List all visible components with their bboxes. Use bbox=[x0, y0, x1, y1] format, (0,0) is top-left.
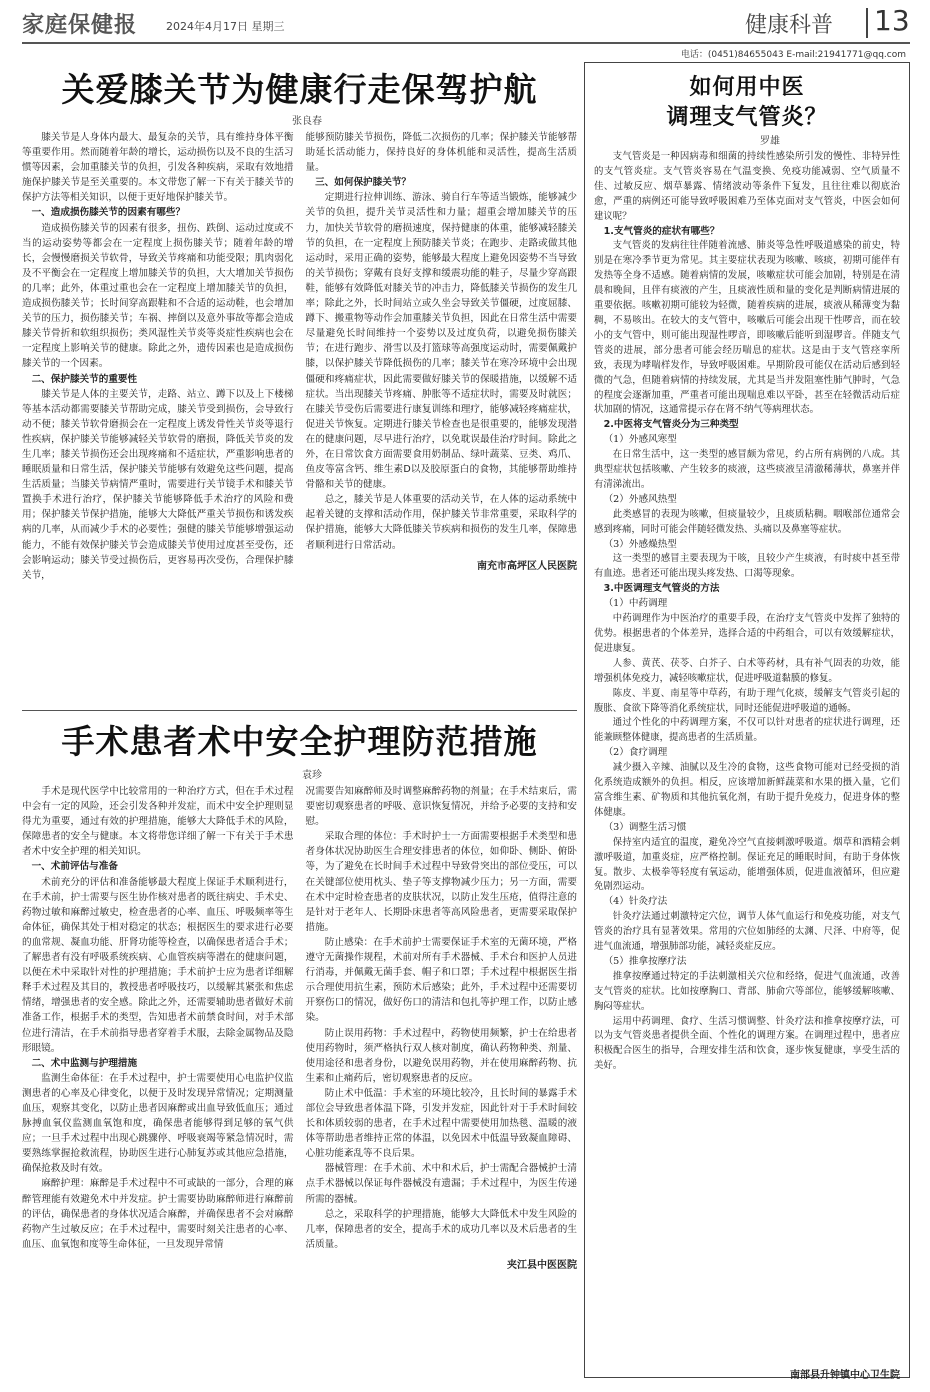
paragraph: 保持室内适宜的温度，避免冷空气直接刺激呼吸道。烟草和酒精会刺激呼吸道，加重炎症，应严格控制。保证充足的睡眠时间，有助于身体恢复。散步、太极拳等轻度有氧运动，能增强体质，促进血液循环，但应避免剧烈运动。 bbox=[594, 836, 900, 893]
article-column-1 bbox=[22, 130, 294, 690]
article-author: 罗雄 bbox=[760, 136, 780, 147]
paragraph: 通过个性化的中药调理方案，不仅可以针对患者的症状进行调理，还能兼顾整体健康，提高患者的生活质量。 bbox=[594, 717, 900, 744]
section-heading: 一、术前评估与准备 bbox=[31, 861, 118, 873]
article-title-line-1: 如何用中医 bbox=[689, 74, 805, 100]
paragraph: 况需要告知麻醉师及时调整麻醉药物的剂量；在手术结束后，需要密切观察患者的呼吸、意识恢复情况，并给予必要的支持和安慰。 bbox=[305, 786, 577, 828]
article-author: 张良春 bbox=[292, 116, 322, 127]
paragraph: 能够预防膝关节损伤，降低二次损伤的几率；保护膝关节能够帮助延长活动能力，保持良好的身体机能和灵活性，提高生活质量。 bbox=[305, 132, 577, 174]
header-rule bbox=[22, 42, 910, 44]
section-heading: 2.中医将支气管炎分为三种类型 bbox=[603, 419, 739, 431]
article-organization: 夹江县中医医院 bbox=[507, 1259, 577, 1271]
paragraph: 总之，膝关节是人体重要的活动关节，在人体的运动系统中起着关键的支撑和活动作用，保护膝关节非常重要，采取科学的保护措施，能够大大降低膝关节疾病和损伤的发生几率，保障患者顺利进行日常活动。 bbox=[305, 494, 577, 551]
article-knee bbox=[22, 68, 577, 708]
article-bronchitis bbox=[594, 72, 900, 1381]
article-column-2 bbox=[306, 130, 578, 690]
article-title-line-2: 调理支气管炎？ bbox=[666, 104, 828, 130]
article-author: 袁珍 bbox=[302, 770, 322, 781]
paragraph: 中药调理作为中医治疗的重要手段，在治疗支气管炎中发挥了独特的优势。根据患者的个体差异，选择合适的中药组合，可以有效缓解症状，促进康复。 bbox=[594, 613, 900, 654]
paragraph: 陈皮、半夏、南星等中草药，有助于理气化痰，缓解支气管炎引起的腹胀、食欲下降等消化系统症状，同时还能促进呼吸道的通畅。 bbox=[594, 687, 900, 714]
article-organization: 南充市高坪区人民医院 bbox=[477, 560, 577, 572]
subsection-heading: （3）调整生活习惯 bbox=[603, 821, 687, 833]
paragraph: 人参、黄芪、茯苓、白芥子、白术等药材，具有补气固表的功效，能增强机体免疫力，减轻咳嗽症状，促进呼吸道黏膜的修复。 bbox=[594, 657, 900, 684]
article-body bbox=[594, 150, 900, 1360]
paragraph: 减少摄入辛辣、油腻以及生冷的食物，这些食物可能对已经受损的消化系统造成额外的负担。相反，应该增加新鲜蔬菜和水果的摄入量，它们富含维生素、矿物质和其他抗氧化剂，有助于提升免疫力，促进身体的整体健康。 bbox=[594, 762, 900, 818]
paragraph: 运用中药调理、食疗、生活习惯调整、针灸疗法和推拿按摩疗法，可以为支气管炎患者提供全面、个性化的调理方案。在调理过程中，患者应积极配合医生的指导，合理安排生活和饮食，逐步恢复健康，享受生活的美好。 bbox=[594, 1015, 900, 1072]
paragraph: 此类感冒的表现为咳嗽，但痰量较少，且痰质粘稠。咽喉部位通常会感到疼痛，同时可能会伴随轻微发热、头痛以及鼻塞等症状。 bbox=[594, 508, 900, 535]
subsection-heading: （5）推拿按摩疗法 bbox=[603, 955, 687, 967]
article-column-2 bbox=[306, 784, 578, 1369]
paragraph: 麻醉护理：麻醉是手术过程中不可或缺的一部分，合理的麻醉管理能有效避免术中并发症。护士需要协助麻醉师进行麻醉前的评估，确保患者的身体状况适合麻醉，并确保患者不会对麻醉药物产生过敏反应；在手术过程中，需要时刻关注患者的心率、血压、血氧饱和度等生命体征，一旦发现异常情 bbox=[22, 1178, 294, 1250]
paragraph: 术前充分的评估和准备能够最大程度上保证手术顺利进行，在手术前，护士需要与医生协作核对患者的既往病史、手术史、药物过敏和麻醉过敏史，检查患者的心率、血压、呼吸频率等生命体征，确保其处于相对稳定的状态；根据医生的要求进行必要的血常规、凝血功能、肝肾功能等检查，以确保患者适合手术；了解患者有没有呼吸系统疾病、心血管疾病等潜在的健康问题，以便在术中采取针对性的护理措施；手术前护士应为患者详细解释手术过程及其目的，教授患者呼吸技巧，以缓解其紧张和焦虑情绪，增强患者的安全感。除此之外，还需要辅助患者做好术前准备工作，根据手术的类型，告知患者术前禁食时间，对手术部位进行清洁，在手术前指导患者穿着手术服，去除金属物品及隐形眼镜。 bbox=[22, 876, 294, 1054]
section-heading: 二、术中监测与护理措施 bbox=[31, 1057, 138, 1069]
section-heading: 3.中医调理支气管炎的方法 bbox=[603, 583, 720, 595]
subsection-heading: （1）中药调理 bbox=[603, 598, 668, 610]
article-title: 关爱膝关节为健康行走保驾护航 bbox=[61, 70, 538, 109]
page-header bbox=[0, 0, 930, 48]
paragraph: 支气管炎是一种因病毒和细菌的持续性感染所引发的慢性、非特异性的支气管炎症。支气管炎容易在气温变换、免疫功能减弱、空气质量不佳、过敏反应、烟草暴露、情绪波动等条件下复发，且往往难以彻底治愈，严重的病例还可能导致呼吸困难乃至体克面对支气管炎，中医会如何建议呢？ bbox=[594, 151, 900, 222]
paragraph: 这一类型的感冒主要表现为干咳，且较少产生痰液，有时痰中甚至带有血迹。患者还可能出现头疼发热、口渴等现象。 bbox=[594, 553, 900, 580]
subsection-heading: （1）外感风寒型 bbox=[603, 434, 677, 446]
subsection-heading: （3）外感燥热型 bbox=[603, 538, 677, 550]
paragraph: 在日常生活中，这一类型的感冒颇为常见，约占所有病例的八成。其典型症状包括咳嗽、产生较多的痰液，这些痰液呈清澈稀薄状，鼻塞并伴有清涕流出。 bbox=[594, 449, 900, 490]
paragraph: 定期进行拉伸训练、游泳、骑自行车等适当锻炼，能够减少关节的负担，提升关节灵活性和力量；超重会增加膝关节的压力，加快关节软骨的磨损速度，保持健康的体重，能够减轻膝关节的负担，在一定程度上预防膝关节炎；在跑步、走路或做其他运动时，采用正确的姿势，能够最大程度上避免因姿势不当导致的关节损伤；穿戴有良好支撑和缓震功能的鞋子，尽量少穿高跟鞋，能够有效降低对膝关节的冲击力，降低膝关节损伤的发生几率；除此之外，长时间站立或久坐会导致关节僵硬，过度屈膝、蹲下、搬重物等动作会加重膝关节负担，因此在日常生活中需要尽量避免长时间维持一个姿势以及过度负荷，以避免损伤膝关节；在进行跑步、滑雪以及打篮球等高强度运动时，需要佩戴护膝，以保护膝关节降低损伤的几率；膝关节在寒冷环境中会出现僵硬和疼痛症状，因此需要做好膝关节的保暖措施，以缓解不适症状。当出现膝关节疼痛、肿胀等不适症状时，需要及时就医；在膝关节受伤后需要进行康复训练和理疗，能够减轻疼痛症状，促进关节恢复。定期进行膝关节检查也是很重要的，能够发现潜在的健康问题，尽早进行治疗，以免耽误最佳治疗时间。除此之外，在日常饮食方面需要食用奶制品、绿叶蔬菜、豆类、鸡爪、鱼皮等富含钙、维生素D以及胶原蛋白的食物，其能够帮助维持骨骼和关节的健康。 bbox=[305, 192, 577, 491]
paragraph: 防止术中低温：手术室的环境比较冷，且长时间的暴露手术部位会导致患者体温下降，引发并发症，因此针对于手术时间较长和体质较弱的患者，在手术过程中需要使用加热毯、温暖的液体等帮助患者维持正常的体温，以免因术中低温导致凝血障碍、心脏功能紊乱等不良后果。 bbox=[305, 1087, 577, 1160]
paragraph: 膝关节是人身体内最大、最复杂的关节，具有维持身体平衡等重要作用。然而随着年龄的增长，运动损伤以及不良的生活习惯等因素，会加重膝关节的负担，引发各种疾病，采取有效地措施保护膝关节是至关重要的。本文带您了解一下有关于膝关节的保护方法等相关知识，以便于更好地保护膝关节。 bbox=[22, 132, 294, 204]
section-heading: 一、造成损伤膝关节的因素有哪些？ bbox=[31, 207, 186, 219]
paragraph: 针灸疗法通过刺激特定穴位，调节人体气血运行和免疫功能，对支气管炎的治疗具有显著效果。常用的穴位如肺经的太渊、尺泽、中府等，促进气血流通，增强肺部功能，减轻炎症反应。 bbox=[594, 911, 900, 953]
subsection-heading: （4）针灸疗法 bbox=[603, 896, 668, 908]
section-name: 健康科普 bbox=[745, 13, 834, 38]
section-heading: 1.支气管炎的症状有哪些？ bbox=[603, 225, 720, 237]
article-organization: 南部县升钟镇中心卫生院 bbox=[790, 1370, 900, 1381]
article-column-1 bbox=[22, 784, 294, 1369]
paragraph: 防止误用药物：手术过程中，药物使用频繁，护士在给患者使用药物时，须严格执行双人核对制度，确认药物种类、剂量、使用途径和患者身份，以避免误用药物，并在使用麻醉药物、抗生素和止痛药后，密切观察患者的反应。 bbox=[305, 1027, 577, 1084]
paragraph: 监测生命体征：在手术过程中，护士需要使用心电监护仪监测患者的心率及心律变化，以便于及时发现异常情况；定期测量血压，观察其变化，以防止患者因麻醉或出血导致低血压；通过脉搏血氧仪监测血氧饱和度，确保患者能够得到足够的氧气供应；一旦手术过程中出现心跳骤停、呼吸衰竭等紧急情况时，需要熟练掌握抢救流程，协助医生进行心肺复苏或其他应急措施，确保抢救及时有效。 bbox=[22, 1072, 294, 1175]
contact-info: 电话：(0451)84655043 E-mail:21941771@qq.com bbox=[680, 50, 906, 60]
section-heading: 三、如何保护膝关节？ bbox=[315, 177, 412, 189]
paragraph: 造成损伤膝关节的因素有很多，扭伤、跌倒、运动过度或不当的运动姿势等都会在一定程度上损伤膝关节；随着年龄的增长，会慢慢磨损关节软骨，导致关节疼痛和功能受限；肌肉弱化及不平衡会在一定程度上增加膝关节的负担，大大增加关节损伤的几率；此外，体重过重也会在一定程度上增加膝关节的负担，造成损伤膝关节；长时间穿高跟鞋和不合适的运动鞋，也会增加关节的压力，损伤膝关节；车祸、摔倒以及意外事故等都会造成膝关节骨折和软组织损伤；类风湿性关节炎等炎症性疾病也会在一定程度上影响关节的健康。除此之外，遗传因素也是造成损伤膝关节的一个因素。 bbox=[22, 222, 294, 370]
article-divider bbox=[22, 710, 577, 711]
paragraph: 推拿按摩通过特定的手法刺激相关穴位和经络，促进气血流通，改善支气管炎的症状。比如按摩胸口、背部、肺俞穴等部位，能够缓解咳嗽、胸闷等症状。 bbox=[594, 970, 900, 1012]
masthead: 家庭保健报 bbox=[22, 12, 138, 38]
subsection-heading: （2）外感风热型 bbox=[603, 493, 677, 505]
section-heading: 二、保护膝关节的重要性 bbox=[31, 373, 138, 385]
article-surgery bbox=[22, 718, 577, 1373]
paragraph: 采取合理的体位：手术时护士一方面需要根据手术类型和患者身体状况协助医生合理安排患者的体位，如仰卧、侧卧、俯卧等，为了避免在长时间手术过程中导致骨突出的部位受压，可以在关键部位使用枕头、垫子等支撑物减少压力；另一方面，需要在术中定时检查患者的皮肤状况，以防止发生压疮，值得注意的是针对于老年人、长期卧床患者等高风险患者，更需要采取保护措施。 bbox=[305, 831, 577, 933]
article-title: 手术患者术中安全护理防范措施 bbox=[61, 722, 538, 761]
paragraph: 手术是现代医学中比较常用的一种治疗方式，但在手术过程中会有一定的风险，还会引发各种并发症，而术中安全护理则显得尤为重要，通过有效的护理措施，能够大大降低手术的风险，保障患者的安全与健康。本文将带您详细了解一下有关于手术患者术中安全护理的相关知识。 bbox=[22, 786, 294, 858]
paragraph: 支气管炎的发病往往伴随着流感、肺炎等急性呼吸道感染的前史，特别是在寒冷季节更为常见。其主要症状表现为咳嗽、咳痰，初期可能伴有发热等全身不适感。随着病情的发展，咳嗽症状可能会加剧，特别是在清晨和晚间，且伴有痰液的产生，且痰液性质和量的变化是判断病情进展的重要依据。咳嗽初期可能较为轻微，随着疾病的进展，痰液从稀薄变为黏稠，不易咳出。在较大的支气管中，咳嗽后可能会出现干性啰音，而在较小的支气管中，则可能出现湿性啰音，即咳嗽后能听到湿啰音。伴随支气管炎的进展，部分患者可能会经历喘息的症状。这是由于支气管痉挛所致，表现为哮喘样发作，导致呼吸困难。早期阶段可能仅在活动后感到轻微的气急，但随着病情的持续发展，尤其是当并发阻塞性肺气肿时，气急的程度会逐渐加重，严重者可能出现喘息难以平卧，甚至在轻微活动后症状加剧的情况，这通常提示存在肾不纳气等病理状态。 bbox=[594, 240, 900, 416]
paragraph: 器械管理：在手术前、术中和术后，护士需配合器械护士清点手术器械以保证每件器械没有遗漏；手术过程中，为医生传递所需的器械。 bbox=[305, 1163, 577, 1205]
paragraph: 防止感染：在手术前护士需要保证手术室的无菌环境，严格遵守无菌操作规程，术前对所有手术器械、手术台和医护人员进行消毒，并佩戴无菌手套、帽子和口罩；手术过程中根据医生指示合理使用抗生素，预防术后感染；此外，手术过程中还需要切开察伤口的情况，做好伤口的清洁和包扎等护理工作，以防止感染。 bbox=[305, 936, 577, 1024]
page-number: 13 bbox=[874, 4, 910, 37]
subsection-heading: （2）食疗调理 bbox=[603, 747, 668, 759]
header-divider bbox=[866, 8, 868, 38]
issue-date: 2024年4月17日 星期三 bbox=[166, 20, 285, 33]
paragraph: 膝关节是人体的主要关节，走路、站立、蹲下以及上下楼梯等基本活动都需要膝关节帮助完成，膝关节受到损伤，会导致行动不便；膝关节软骨磨损会在一定程度上诱发骨性关节炎等退行性疾病，保护膝关节能够减轻关节软骨的磨损，降低关节炎的发生几率；膝关节损伤还会出现疼痛和不适症状，严重影响患者的睡眠质量和日常生活，保护膝关节能够有效避免这些问题，提高生活质量；当膝关节病情严重时，需要进行关节镜手术和膝关节置换手术进行治疗，保护膝关节能够降低手术治疗的风险和费用；保护膝关节保护措施，能够大大降低严重关节损伤和诱发疾病的几率，从而减少手术的必要性；强健的膝关节能够增强运动能力，不能有效保护膝关节会造成膝关节使用过度甚至受伤，还会影响运动；膝关节受过损伤后，更容易再次受伤，合理保护膝关节， bbox=[22, 388, 294, 581]
paragraph: 总之，采取科学的护理措施，能够大大降低术中发生风险的几率，保障患者的安全，提高手术的成功几率以及术后患者的生活质量。 bbox=[305, 1208, 577, 1250]
